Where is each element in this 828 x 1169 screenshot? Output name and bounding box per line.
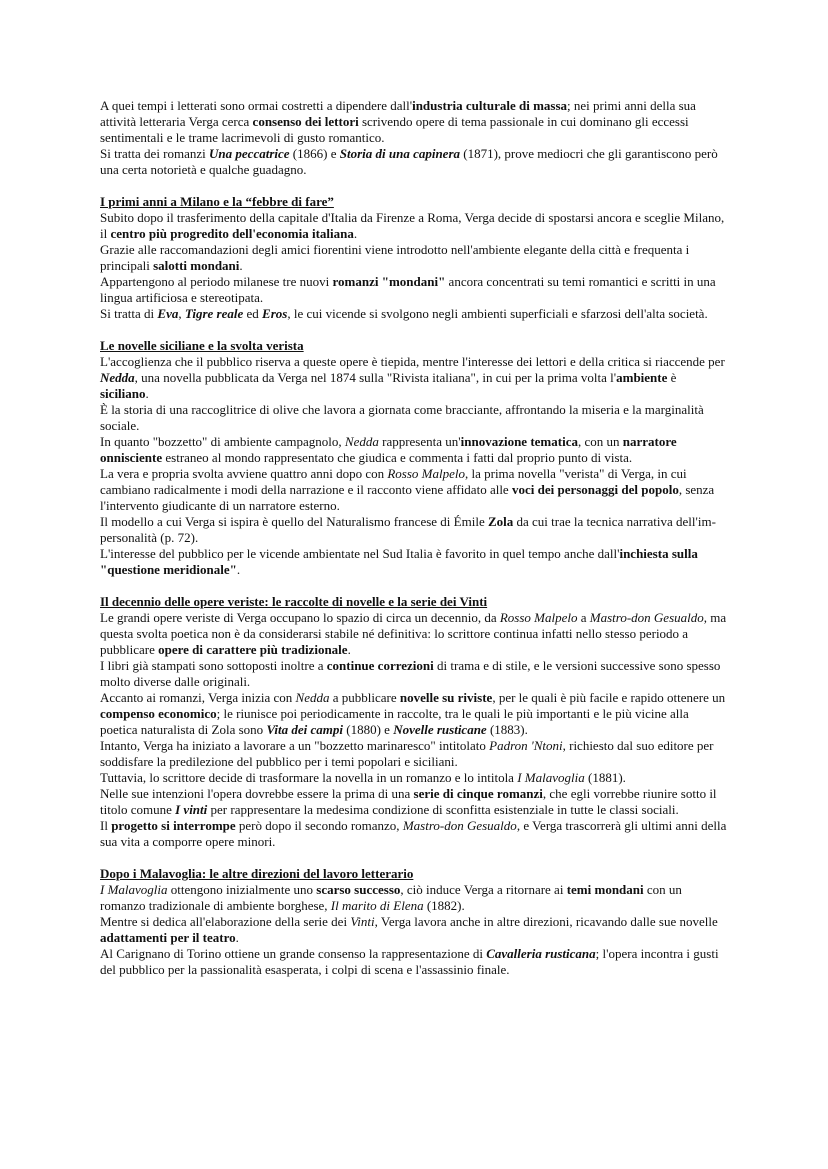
paragraph [100, 610, 728, 658]
text-run: , una novella pubblicata da Verga nel 1874 sulla "Rivista italiana", in cui per la prima volta l' [134, 370, 617, 385]
text-run: Appartengono al periodo milanese tre nuovi [100, 274, 333, 289]
paragraph [100, 770, 728, 786]
paragraph [100, 882, 728, 914]
bold-text: centro più progredito dell'economia italiana [110, 226, 354, 241]
bold-italic-text: Cavalleria rusticana [486, 946, 596, 961]
text-run: , per le quali è più facile e rapido ottenere un [492, 690, 726, 705]
paragraph [100, 658, 728, 690]
italic-text: I Malavoglia [100, 882, 168, 897]
text-run: per rappresentare la medesima condizione di sconfitta esistenziale in tutte le classi sociali. [207, 802, 679, 817]
paragraph [100, 786, 728, 818]
text-run: I libri già stampati sono sottoposti inoltre a [100, 658, 327, 673]
bold-italic-text: Nedda [100, 370, 135, 385]
section-1 [100, 98, 728, 178]
text-run: (1883). [486, 722, 528, 737]
text-run: , [178, 306, 185, 321]
text-run: Si tratta dei romanzi [100, 146, 210, 161]
bold-text: inchiesta sulla "questione meridionale" [100, 546, 698, 577]
bold-text: industria culturale di massa [412, 98, 568, 113]
paragraph [100, 690, 728, 738]
document-page [100, 98, 728, 994]
paragraph [100, 242, 728, 274]
text-run: , ma questa svolta poetica non è da considerarsi stabile né definitiva: lo scrittore continua infatti nello stesso periodo a pubblicare [100, 610, 727, 657]
bold-italic-text: Una peccatrice [209, 146, 290, 161]
text-run: , richiesto dal suo editore per soddisfare la predilezione del pubblico per i temi popolari e siciliani. [100, 738, 714, 769]
text-run: Il [100, 818, 112, 833]
italic-text: Mastro-don Gesualdo [402, 818, 517, 833]
text-run: La vera e propria svolta avviene quattro anni dopo con [100, 466, 388, 481]
paragraph [100, 402, 728, 434]
bold-italic-text: Tigre reale [184, 306, 244, 321]
text-run: . [236, 562, 241, 577]
italic-text: Rosso Malpelo [387, 466, 465, 481]
text-run: È la storia di una raccoglitrice di olive che lavora a giornata come bracciante, affrontando la miseria e la marginalità sociale. [100, 402, 704, 433]
bold-text: consenso dei lettori [252, 114, 359, 129]
italic-text: Mastro-don Gesualdo [589, 610, 704, 625]
text-run: , che egli vorrebbe riunire sotto il titolo comune [100, 786, 717, 817]
bold-text: siciliano [100, 386, 146, 401]
text-run: (1880) e [343, 722, 394, 737]
italic-text: Il marito di Elena [330, 898, 424, 913]
text-run: Accanto ai romanzi, Verga inizia con [100, 690, 296, 705]
section-5 [100, 866, 728, 978]
bold-italic-text: Novelle rusticane [393, 722, 487, 737]
text-run: è [667, 370, 677, 385]
text-run: rappresenta un' [378, 434, 461, 449]
text-run: , la prima novella "verista" di Verga, in cui cambiano radicalmente i modi della narrazione e il racconto viene affidato alle [100, 466, 687, 497]
section-heading: Il decennio delle opere veriste: le raccolte di novelle e la serie dei Vinti [100, 594, 488, 609]
text-run: (1866) e [289, 146, 340, 161]
bold-text: adattamenti per il teatro [100, 930, 236, 945]
paragraph [100, 466, 728, 514]
text-run: , ciò induce Verga a ritornare ai [400, 882, 567, 897]
bold-text: Zola [487, 514, 514, 529]
text-run: , senza l'intervento giudicante di un narratore esterno. [100, 482, 715, 513]
text-run: a [577, 610, 590, 625]
bold-text: narratore onnisciente [100, 434, 677, 465]
text-run: Mentre si dedica all'elaborazione della serie dei [100, 914, 351, 929]
text-run: ancora concentrati su temi romantici e scritti in una lingua artificiosa e stereotipata. [100, 274, 716, 305]
text-run: A quei tempi i letterati sono ormai costretti a dipendere dall' [100, 98, 413, 113]
text-run: , le cui vicende si svolgono negli ambienti superficiali e sfarzosi dell'alta società. [287, 306, 708, 321]
paragraph [100, 98, 728, 146]
italic-text: I Malavoglia [517, 770, 585, 785]
section-4 [100, 594, 728, 850]
text-run: (1871), prove mediocri che gli garantiscono però una certa notorietà e qualche guadagno. [100, 146, 718, 177]
section-heading: Le novelle siciliane e la svolta verista [100, 338, 304, 353]
bold-text: serie di cinque romanzi [413, 786, 543, 801]
text-run: di trama e di stile, e le versioni successive sono spesso molto diverse dalle originali. [100, 658, 721, 689]
text-run: scrivendo opere di tema passionale in cui dominano gli eccessi sentimentali e le trame lacrimevoli di gusto romantico. [100, 114, 689, 145]
section-2 [100, 194, 728, 322]
text-run: . [353, 226, 358, 241]
paragraph [100, 514, 728, 546]
bold-text: salotti mondani [153, 258, 240, 273]
paragraph [100, 274, 728, 306]
bold-text: romanzi "mondani" [332, 274, 446, 289]
text-run: ed [243, 306, 263, 321]
text-run: però dopo il secondo romanzo, [235, 818, 403, 833]
italic-text: Rosso Malpelo [499, 610, 578, 625]
text-run: Si tratta di [100, 306, 158, 321]
text-run: ; nei primi anni della sua attività letteraria Verga cerca [100, 98, 696, 129]
paragraph [100, 146, 728, 178]
text-run: , con un [577, 434, 623, 449]
text-run: estraneo al mondo rappresentato che giudica e commenta i fatti dal proprio punto di vista. [162, 450, 633, 465]
paragraph [100, 306, 728, 322]
text-run: Grazie alle raccomandazioni degli amici fiorentini viene introdotto nell'ambiente elegante della città e frequenta i principali [100, 242, 690, 273]
text-run: , e Verga trascorrerà gli ultimi anni della sua vita a comporre opere minori. [100, 818, 727, 849]
text-run: . [347, 642, 351, 657]
bold-text: compenso economico [100, 706, 217, 721]
text-run: ; le riunisce poi periodicamente in raccolte, tra le quali le più importanti e le più vicine alla poetica naturalista di Zola sono [100, 706, 689, 737]
bold-text: temi mondani [566, 882, 644, 897]
paragraph [100, 546, 728, 578]
section-3 [100, 338, 728, 578]
text-run: , Verga lavora anche in altre direzioni, ricavando dalle sue novelle [374, 914, 718, 929]
text-run: Le grandi opere veriste di Verga occupano lo spazio di circa un decennio, da [100, 610, 500, 625]
paragraph [100, 210, 728, 242]
text-run: L'interesse del pubblico per le vicende ambientate nel Sud Italia è favorito in quel tempo anche dall' [100, 546, 620, 561]
italic-text: Vinti [350, 914, 375, 929]
text-run: (1881). [584, 770, 626, 785]
paragraph [100, 946, 728, 978]
bold-text: progetto si interrompe [111, 818, 236, 833]
bold-text: voci dei personaggi del popolo [511, 482, 679, 497]
paragraph [100, 434, 728, 466]
text-run: da cui trae la tecnica narrativa dell'im- personalità (p. 72). [100, 514, 716, 545]
text-run: . [239, 258, 243, 273]
bold-italic-text: Storia di una capinera [339, 146, 461, 161]
text-run: (1882). [423, 898, 465, 913]
bold-italic-text: Vita dei campi [266, 722, 343, 737]
bold-text: continue correzioni [326, 658, 434, 673]
text-run: . [235, 930, 239, 945]
text-run: ottengono inizialmente uno [167, 882, 317, 897]
paragraph [100, 914, 728, 946]
text-run: Tuttavia, lo scrittore decide di trasformare la novella in un romanzo e lo intitola [100, 770, 518, 785]
bold-text: innovazione tematica [460, 434, 578, 449]
bold-italic-text: I vinti [175, 802, 208, 817]
text-run: . [145, 386, 149, 401]
bold-text: opere di carattere più tradizionale [158, 642, 348, 657]
italic-text: Nedda [344, 434, 379, 449]
paragraph [100, 818, 728, 850]
text-run: Intanto, Verga ha iniziato a lavorare a un "bozzetto marinaresco" intitolato [100, 738, 490, 753]
paragraph [100, 354, 728, 402]
bold-italic-text: Eros [262, 306, 288, 321]
text-run: Subito dopo il trasferimento della capitale d'Italia da Firenze a Roma, Verga decide di spostarsi ancora e sceglie Milano, il [100, 210, 725, 241]
section-heading: Dopo i Malavoglia: le altre direzioni del lavoro letterario [100, 866, 414, 881]
bold-text: scarso successo [316, 882, 401, 897]
text-run: con un romanzo tradizionale di ambiente borghese, [100, 882, 682, 913]
bold-text: novelle su riviste [399, 690, 493, 705]
paragraph [100, 738, 728, 770]
text-run: Nelle sue intenzioni l'opera dovrebbe essere la prima di una [100, 786, 414, 801]
bold-text: ambiente [616, 370, 668, 385]
text-run: a pubblicare [329, 690, 400, 705]
italic-text: Nedda [295, 690, 330, 705]
section-heading: I primi anni a Milano e la “febbre di fare” [100, 194, 334, 209]
bold-italic-text: Eva [157, 306, 179, 321]
text-run: In quanto "bozzetto" di ambiente campagnolo, [100, 434, 345, 449]
text-run: Il modello a cui Verga si ispira è quello del Naturalismo francese di Émile [100, 514, 488, 529]
text-run: ; l'opera incontra i gusti del pubblico per la passionalità esasperata, i colpi di scena e l'assassinio finale. [100, 946, 719, 977]
italic-text: Padron 'Ntoni [489, 738, 563, 753]
text-run: Al Carignano di Torino ottiene un grande consenso la rappresentazione di [100, 946, 487, 961]
text-run: L'accoglienza che il pubblico riserva a queste opere è tiepida, mentre l'interesse dei lettori e della critica si riaccende per [100, 354, 725, 369]
